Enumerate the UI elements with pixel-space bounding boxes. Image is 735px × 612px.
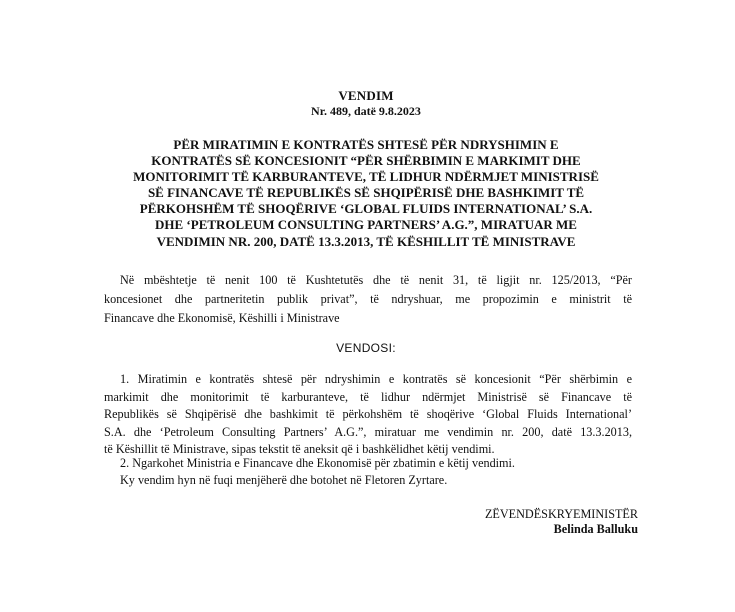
article-2-line: 2. Ngarkohet Ministria e Financave dhe Ekonomisë për zbatimin e këtij vendimi. (120, 456, 515, 470)
article-2 (104, 455, 632, 473)
preamble-line: Financave dhe Ekonomisë, Këshilli i Ministrave (104, 311, 340, 325)
document-number: Nr. 489, datë 9.8.2023 (311, 104, 421, 118)
article-1-line: të Këshillit të Ministrave, sipas tekstit të aneksit që i bashkëlidhet këtij vendimi. (104, 442, 495, 457)
preamble-line: koncesionet dhe partneritetin publik privat”, të ndryshuar, me propozimin e ministrit të (104, 292, 632, 306)
decides-heading: VENDOSI: (336, 341, 396, 355)
preamble-line: Në mbështetje të nenit 100 të Kushtetutës dhe të nenit 31, të ligjit nr. 125/2013, “Për (120, 273, 632, 287)
subject-line: SË FINANCAVE TË REPUBLIKËS SË SHQIPËRISË DHE BASHKIMIT TË (147, 185, 585, 201)
subject-line: KONTRATËS SË KONCESIONIT “PËR SHËRBIMIN E MARKIMIT DHE (151, 153, 581, 169)
preamble-paragraph (104, 271, 632, 328)
subject-line: PËRKOHSHËM TË SHOQËRIVE ‘GLOBAL FLUIDS INTERNATIONAL’ S.A. (139, 201, 593, 217)
article-1 (104, 371, 632, 459)
document-title: VENDIM (338, 88, 394, 103)
article-1-line: Republikës së Shqipërisë dhe bashkimit të përkohshëm të shoqërive ‘Global Fluids International’ (104, 407, 632, 422)
signature-title: ZËVENDËSKRYEMINISTËR (484, 507, 638, 521)
article-1-line: markimit dhe monitorimit të karburanteve, të lidhur ndërmjet Ministrisë së Financave të (104, 389, 632, 404)
subject-line: VENDIMIN NR. 200, DATË 13.3.2013, TË KËSHILLIT TË MINISTRAVE (156, 233, 576, 249)
signature-name: Belinda Balluku (553, 522, 638, 536)
subject-line: DHE ‘PETROLEUM CONSULTING PARTNERS’ A.G.”, MIRATUAR ME (155, 217, 577, 233)
document-subject (102, 137, 630, 250)
article-1-line: S.A. dhe ‘Petroleum Consulting Partners’ A.G.”, miratuar me vendimin nr. 200, datë 13.3.2013, (104, 424, 632, 439)
closing-line: Ky vendim hyn në fuqi menjëherë dhe botohet në Fletoren Zyrtare. (120, 473, 448, 487)
subject-line: MONITORIMIT TË KARBURANTEVE, TË LIDHUR NDËRMJET MINISTRISË (133, 169, 599, 185)
subject-line: PËR MIRATIMIN E KONTRATËS SHTESË PËR NDRYSHIMIN E (173, 137, 559, 152)
closing-paragraph (104, 472, 632, 490)
article-1-line: 1. Miratimin e kontratës shtesë për ndryshimin e kontratës së koncesionit “Për shërbimin e (120, 372, 632, 386)
